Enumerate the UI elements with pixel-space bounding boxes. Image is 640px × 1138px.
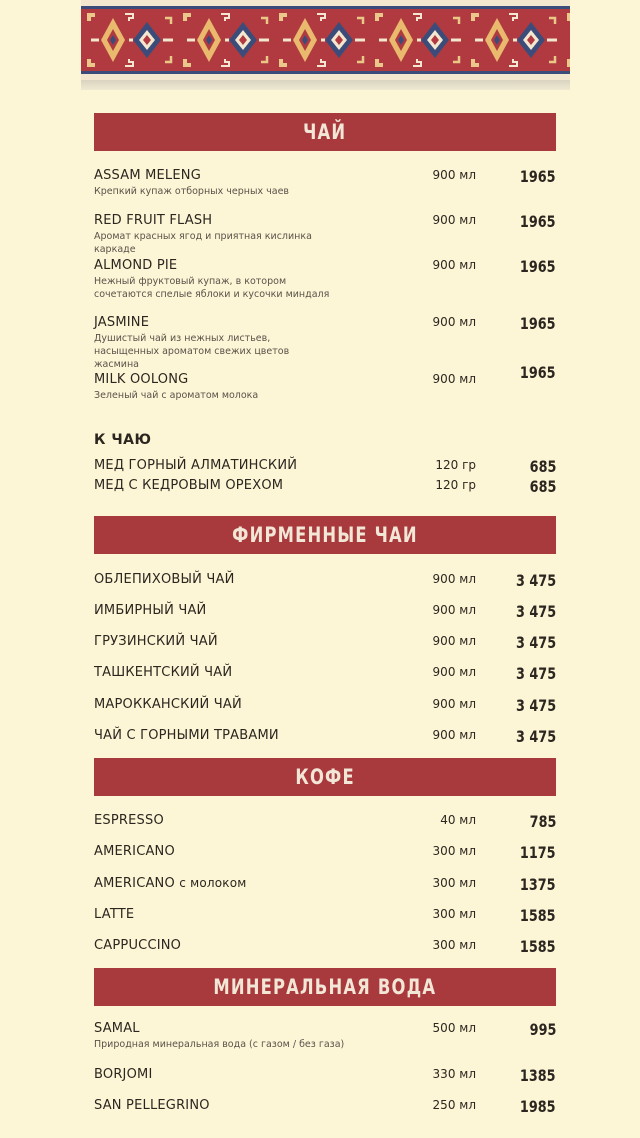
menu-item: ESPRESSO 40 мл 785 bbox=[94, 812, 556, 831]
menu-item: ЧАЙ С ГОРНЫМИ ТРАВАМИ 900 мл 3 475 bbox=[94, 727, 556, 746]
section-header-tea: ЧАЙ bbox=[94, 113, 556, 151]
menu-item: ТАШКЕНТСКИЙ ЧАЙ 900 мл 3 475 bbox=[94, 664, 556, 683]
banner-shadow bbox=[81, 80, 570, 90]
subsection-title-to-tea: К ЧАЮ bbox=[94, 432, 152, 448]
menu-item: RED FRUIT FLASH Аромат красных ягод и приятная кислинка каркаде 900 мл 1965 bbox=[94, 212, 556, 255]
menu-item: МЕД С КЕДРОВЫМ ОРЕХОМ 120 гр 685 bbox=[94, 477, 556, 496]
menu-item: AMERICANO 300 мл 1175 bbox=[94, 843, 556, 862]
menu-item: CAPPUCCINO 300 мл 1585 bbox=[94, 937, 556, 956]
section-header-mineral-water: МИНЕРАЛЬНАЯ ВОДА bbox=[94, 968, 556, 1006]
menu-item: МЕД ГОРНЫЙ АЛМАТИНСКИЙ 120 гр 685 bbox=[94, 457, 556, 476]
menu-item: AMERICANO с молоком 300 мл 1375 bbox=[94, 875, 556, 894]
menu-item: MILK OOLONG Зеленый чай с ароматом молока 900 мл 1965 bbox=[94, 363, 556, 401]
ornamental-carpet-banner-icon bbox=[81, 0, 570, 80]
menu-item: ОБЛЕПИХОВЫЙ ЧАЙ 900 мл 3 475 bbox=[94, 571, 556, 590]
menu-item: SAMAL Природная минеральная вода (с газом / без газа) 500 мл 995 bbox=[94, 1020, 556, 1050]
menu-item: LATTE 300 мл 1585 bbox=[94, 906, 556, 925]
menu-item: МАРОККАНСКИЙ ЧАЙ 900 мл 3 475 bbox=[94, 696, 556, 715]
menu-item: ГРУЗИНСКИЙ ЧАЙ 900 мл 3 475 bbox=[94, 633, 556, 652]
menu-item: SAN PELLEGRINO 250 мл 1985 bbox=[94, 1097, 556, 1116]
section-header-signature-tea: ФИРМЕННЫЕ ЧАИ bbox=[94, 516, 556, 554]
menu-item: BORJOMI 330 мл 1385 bbox=[94, 1066, 556, 1085]
menu-item: ALMOND PIE Нежный фруктовый купаж, в котором сочетаются спелые яблоки и кусочки миндаля 900 мл 1965 bbox=[94, 257, 556, 300]
menu-item: ASSAM MELENG Крепкий купаж отборных черных чаев 900 мл 1965 bbox=[94, 167, 556, 197]
section-header-coffee: КОФЕ bbox=[94, 758, 556, 796]
menu-item: JASMINE Душистый чай из нежных листьев, насыщенных ароматом свежих цветов жасмина 900 мл 1965 bbox=[94, 314, 556, 370]
menu-item: ИМБИРНЫЙ ЧАЙ 900 мл 3 475 bbox=[94, 602, 556, 621]
